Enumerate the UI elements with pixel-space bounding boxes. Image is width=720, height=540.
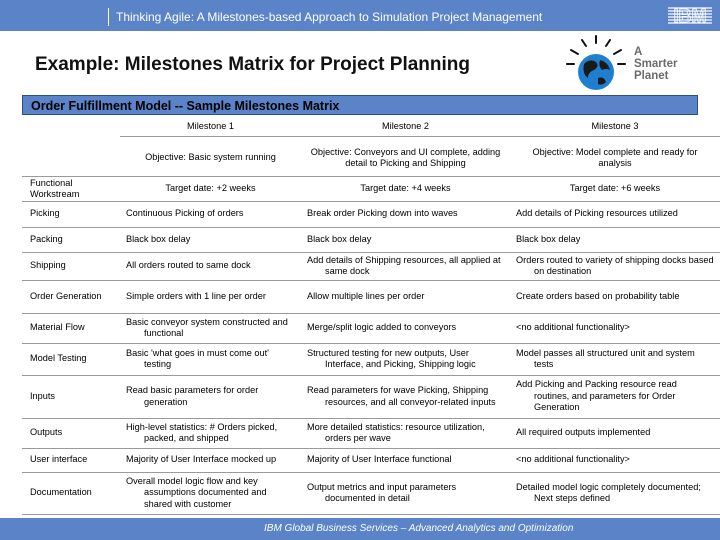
- milestone-cell: [510, 375, 720, 418]
- cell-text: Model passes all structured unit and system tests: [516, 347, 695, 369]
- table-row: [22, 280, 720, 313]
- milestone-2-objective: Objective: Conveyors and UI complete, adding detail to Picking and Shipping: [301, 136, 510, 176]
- milestone-cell: [120, 313, 301, 343]
- cell-text: Basic conveyor system constructed and functional: [126, 316, 288, 338]
- cell-text: Structured testing for new outputs, User Interface, and Picking, Shipping logic: [307, 347, 476, 369]
- table-row: [22, 201, 720, 227]
- milestone-3-name: Milestone 3: [510, 118, 720, 136]
- milestone-cell: [510, 227, 720, 252]
- cell-text: Orders routed to variety of shipping docks based on destination: [516, 254, 714, 276]
- milestone-cell: [301, 280, 510, 313]
- cell-text: Black box delay: [516, 233, 581, 244]
- cell-text: Continuous Picking of orders: [126, 208, 244, 219]
- milestone-cell: [301, 375, 510, 418]
- cell-text: Add Picking and Packing resource read routines, and parameters for Order Generation: [516, 379, 677, 413]
- cell-text: <no additional functionality>: [516, 322, 630, 333]
- milestone-cell: [120, 252, 301, 280]
- workstream-cell: Material Flow: [22, 313, 120, 343]
- milestone-cell: [510, 472, 720, 514]
- presentation-title: Thinking Agile: A Milestones-based Approach to Simulation Project Management: [116, 10, 543, 24]
- milestone-3-objective: Objective: Model complete and ready for analysis: [510, 136, 720, 176]
- milestones-matrix: [22, 118, 720, 515]
- milestone-cell: [510, 313, 720, 343]
- milestone-cell: [510, 343, 720, 375]
- milestone-cell: [120, 448, 301, 472]
- cell-text: Read parameters for wave Picking, Shipping resources, and all conveyor-related inputs: [307, 385, 496, 407]
- cell-text: <no additional functionality>: [516, 454, 630, 465]
- workstream-cell: Packing: [22, 227, 120, 252]
- table-row: [22, 375, 720, 418]
- milestone-1-name: Milestone 1: [120, 118, 301, 136]
- cell-text: Break order Picking down into waves: [307, 208, 458, 219]
- footer-text: IBM Global Business Services – Advanced Analytics and Optimization: [264, 523, 574, 534]
- functional-workstream-header: Functional Workstream: [22, 176, 120, 201]
- milestone-1-objective: Objective: Basic system running: [120, 136, 301, 176]
- ibm-logo-text: IBM: [673, 6, 707, 26]
- slide-title: Example: Milestones Matrix for Project Planning: [35, 54, 470, 75]
- milestone-1-target: Target date: +2 weeks: [120, 176, 301, 201]
- footer-bar: [0, 518, 720, 540]
- milestone-cell: [120, 472, 301, 514]
- cell-text: Majority of User Interface functional: [307, 454, 452, 465]
- cell-text: Read basic parameters for order generation: [126, 385, 259, 407]
- workstream-cell: Order Generation: [22, 280, 120, 313]
- cell-text: High-level statistics: # Orders picked, packed, and shipped: [126, 421, 278, 443]
- cell-text: Black box delay: [307, 233, 372, 244]
- milestone-cell: [120, 201, 301, 227]
- milestone-cell: [120, 418, 301, 448]
- cell-text: Simple orders with 1 line per order: [126, 290, 266, 301]
- milestone-cell: [301, 472, 510, 514]
- workstream-cell: Picking: [22, 201, 120, 227]
- table-row: [22, 313, 720, 343]
- workstream-cell: Outputs: [22, 418, 120, 448]
- table-row: [22, 418, 720, 448]
- smarter-planet-wordmark: A Smarter Planet: [634, 46, 678, 82]
- milestone-cell: [510, 448, 720, 472]
- milestone-cell: [510, 418, 720, 448]
- milestone-2-target: Target date: +4 weeks: [301, 176, 510, 201]
- workstream-cell: Model Testing: [22, 343, 120, 375]
- cell-text: Detailed model logic completely documented; Next steps defined: [516, 481, 701, 503]
- milestone-cell: [301, 227, 510, 252]
- header-bar: [0, 0, 720, 31]
- table-row: [22, 343, 720, 375]
- header-separator: [108, 8, 109, 26]
- cell-text: Overall model logic flow and key assumptions documented and shared with customer: [126, 475, 267, 509]
- workstream-cell: Inputs: [22, 375, 120, 418]
- milestone-3-target: Target date: +6 weeks: [510, 176, 720, 201]
- table-row: [22, 448, 720, 472]
- cell-text: Merge/split logic added to conveyors: [307, 322, 457, 333]
- milestone-cell: [510, 201, 720, 227]
- cell-text: Create orders based on probability table: [516, 290, 680, 301]
- cell-text: All orders routed to same dock: [126, 260, 251, 271]
- milestone-cell: [301, 448, 510, 472]
- milestone-cell: [120, 280, 301, 313]
- workstream-cell: Shipping: [22, 252, 120, 280]
- milestone-cell: [120, 343, 301, 375]
- workstream-cell: Documentation: [22, 472, 120, 514]
- milestone-cell: [301, 201, 510, 227]
- milestone-cell: [510, 252, 720, 280]
- ibm-logo-icon: [666, 4, 714, 26]
- cell-text: Black box delay: [126, 233, 191, 244]
- milestone-2-name: Milestone 2: [301, 118, 510, 136]
- cell-text: Add details of Shipping resources, all applied at same dock: [307, 254, 501, 276]
- table-row: [22, 252, 720, 280]
- header-corner-2: [22, 136, 120, 176]
- cell-text: Add details of Picking resources utilized: [516, 208, 678, 219]
- cell-text: More detailed statistics: resource utilization, orders per wave: [307, 421, 485, 443]
- header-corner: [22, 118, 120, 136]
- milestone-cell: [301, 313, 510, 343]
- workstream-cell: User interface: [22, 448, 120, 472]
- milestone-cell: [510, 280, 720, 313]
- cell-text: Basic 'what goes in must come out' testing: [126, 347, 269, 369]
- cell-text: Majority of User Interface mocked up: [126, 454, 277, 465]
- milestone-cell: [120, 227, 301, 252]
- table-row: [22, 227, 720, 252]
- milestone-cell: [120, 375, 301, 418]
- cell-text: Output metrics and input parameters documented in detail: [307, 481, 457, 503]
- matrix-title: Order Fulfillment Model -- Sample Milestones Matrix: [22, 95, 698, 115]
- cell-text: Allow multiple lines per order: [307, 290, 425, 301]
- milestone-cell: [301, 418, 510, 448]
- milestone-cell: [301, 252, 510, 280]
- table-row: [22, 472, 720, 514]
- cell-text: All required outputs implemented: [516, 427, 651, 438]
- milestone-cell: [301, 343, 510, 375]
